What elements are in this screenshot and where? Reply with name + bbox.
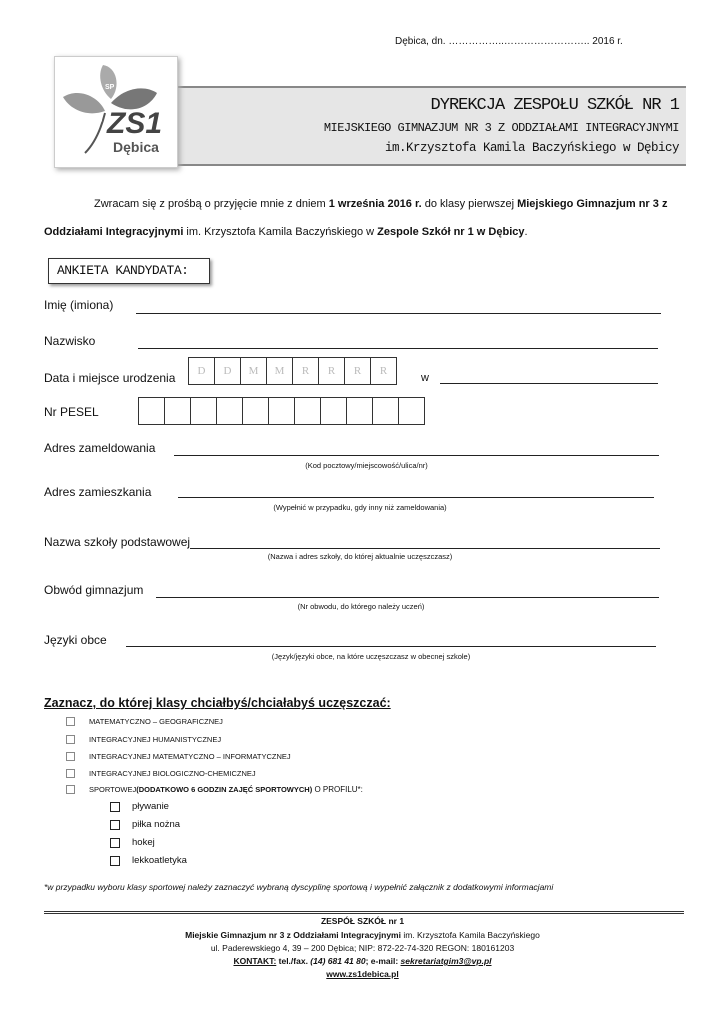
label-adres-zameldowania: Adres zameldowania (44, 441, 156, 455)
adres-zamieszkania-field[interactable] (178, 497, 654, 498)
date-cell[interactable]: M (240, 357, 267, 385)
email-link[interactable]: sekretariatgim3@vp.pl (400, 956, 492, 966)
checkbox[interactable] (66, 785, 75, 794)
hint-adres-zamieszkania: (Wypełnić w przypadku, gdy inny niż zameldowania) (273, 503, 447, 512)
intro-paragraph: Zwracam się z prośbą o przyjęcie mnie z dniem 1 września 2016 r. do klasy pierwszej Miejskiego Gimnazjum nr 3 z Oddziałami Integracyjnymi im. Krzysztofa Kamila Baczyńskiego w Zespole Szkół nr 1 w Dębicy. (44, 198, 668, 238)
pesel-cells[interactable] (139, 397, 425, 425)
option-sportowa[interactable]: SPORTOWEJ (DODATKOWO 6 GODZIN ZAJĘĆ SPORTOWYCH) O PROFILU*: (66, 785, 363, 794)
pesel-cell[interactable] (268, 397, 295, 425)
logo-city: Dębica (113, 139, 159, 155)
checkbox[interactable] (66, 717, 75, 726)
footer-school-name: ZESPÓŁ SZKÓŁ nr 1 (320, 916, 405, 926)
footer-website-link[interactable]: www.zs1debica.pl (326, 969, 399, 979)
logo-leaf-label-2: MG 3 (85, 117, 103, 124)
option-biol-chem[interactable]: INTEGRACYJNEJ BIOLOGICZNO-CHEMICZNEJ (66, 769, 256, 778)
pesel-cell[interactable] (346, 397, 373, 425)
label-obwod: Obwód gimnazjum (44, 583, 144, 597)
nazwisko-field[interactable] (138, 348, 658, 349)
checkbox[interactable] (110, 802, 120, 812)
checkbox[interactable] (66, 735, 75, 744)
pesel-cell[interactable] (216, 397, 243, 425)
school-logo (54, 56, 178, 168)
checkbox[interactable] (110, 838, 120, 848)
hint-jezyki: (Język/języki obce, na które uczęszczasz w obecnej szkole) (271, 652, 471, 661)
date-line: Dębica, dn. ……………..…………………….. 2016 r. (395, 36, 623, 47)
hint-obwod: (Nr obwodu, do którego należy uczeń) (297, 602, 425, 611)
checkbox[interactable] (66, 769, 75, 778)
date-cell[interactable]: R (292, 357, 319, 385)
checkbox[interactable] (66, 752, 75, 761)
sport-plywanie[interactable]: pływanie (110, 801, 169, 812)
checkbox[interactable] (110, 820, 120, 830)
footer-contact: KONTAKT: tel./fax. (14) 681 41 80; e-mail: sekretariatgim3@vp.pl (233, 956, 492, 966)
option-mat-inf[interactable]: INTEGRACYJNEJ MATEMATYCZNO – INFORMATYCZNEJ (66, 752, 291, 761)
header-patron: im.Krzysztofa Kamila Baczyńskiego w Dębicy (384, 141, 679, 155)
logo-text: ZS1 (107, 107, 163, 140)
date-cell[interactable]: R (370, 357, 397, 385)
hint-szkola: (Nazwa i adres szkoły, do której aktualnie uczęszczasz) (267, 552, 453, 561)
pesel-cell[interactable] (138, 397, 165, 425)
label-nazwisko: Nazwisko (44, 334, 96, 348)
date-cell[interactable]: R (344, 357, 371, 385)
pesel-cell[interactable] (294, 397, 321, 425)
sport-pilka-nozna[interactable]: piłka nożna (110, 819, 180, 830)
header-subtitle: MIEJSKIEGO GIMNAZJUM NR 3 Z ODDZIAŁAMI INTEGRACYJNYMI (323, 121, 679, 135)
label-imie: Imię (imiona) (44, 298, 114, 312)
obwod-field[interactable] (156, 597, 659, 598)
footer-address: ul. Paderewskiego 4, 39 – 200 Dębica; NIP: 872-22-74-320 REGON: 180161203 (210, 943, 515, 953)
birthplace-field[interactable] (440, 383, 658, 384)
date-cell[interactable]: M (266, 357, 293, 385)
label-w: w (421, 372, 429, 384)
label-pesel: Nr PESEL (44, 405, 99, 419)
pesel-cell[interactable] (320, 397, 347, 425)
hint-adres-zameldowania: (Kod pocztowy/miejscowość/ulica/nr) (305, 461, 428, 470)
logo-leaf-label-1: SP 5 (105, 84, 121, 91)
checkbox[interactable] (110, 856, 120, 866)
jezyki-field[interactable] (126, 646, 656, 647)
option-humanistyczna[interactable]: INTEGRACYJNEJ HUMANISTYCZNEJ (66, 735, 221, 744)
footer-divider (44, 911, 684, 914)
class-choice-title: Zaznacz, do której klasy chciałbyś/chciałabyś uczęszczać: (44, 696, 391, 710)
pesel-cell[interactable] (190, 397, 217, 425)
pesel-cell[interactable] (398, 397, 425, 425)
label-data-urodzenia: Data i miejsce urodzenia (44, 371, 176, 385)
label-szkola-podstawowa: Nazwa szkoły podstawowej (44, 535, 191, 549)
pesel-cell[interactable] (372, 397, 399, 425)
section-title-ankieta: ANKIETA KANDYDATA: (48, 258, 210, 284)
imie-field[interactable] (136, 313, 661, 314)
date-cell[interactable]: D (214, 357, 241, 385)
label-jezyki: Języki obce (44, 633, 107, 647)
birthdate-cells[interactable] (189, 357, 397, 385)
szkola-field[interactable] (190, 548, 660, 549)
pesel-cell[interactable] (164, 397, 191, 425)
footer-gimnazjum: Miejskie Gimnazjum nr 3 z Oddziałami Integracyjnymi im. Krzysztofa Kamila Baczyńskiego (185, 930, 540, 940)
date-cell[interactable]: D (188, 357, 215, 385)
sport-lekkoatletyka[interactable]: lekkoatletyka (110, 855, 187, 866)
option-mat-geo[interactable]: MATEMATYCZNO – GEOGRAFICZNEJ (66, 717, 223, 726)
footnote: *w przypadku wyboru klasy sportowej należy zaznaczyć wybraną dyscyplinę sportową i wypełnić załącznik z dodatkowymi informacjami (44, 882, 554, 892)
date-cell[interactable]: R (318, 357, 345, 385)
header-title: DYREKCJA ZESPOŁU SZKÓŁ NR 1 (430, 96, 679, 115)
label-adres-zamieszkania: Adres zamieszkania (44, 485, 152, 499)
pesel-cell[interactable] (242, 397, 269, 425)
adres-zameldowania-field[interactable] (174, 455, 659, 456)
sport-hokej[interactable]: hokej (110, 837, 155, 848)
